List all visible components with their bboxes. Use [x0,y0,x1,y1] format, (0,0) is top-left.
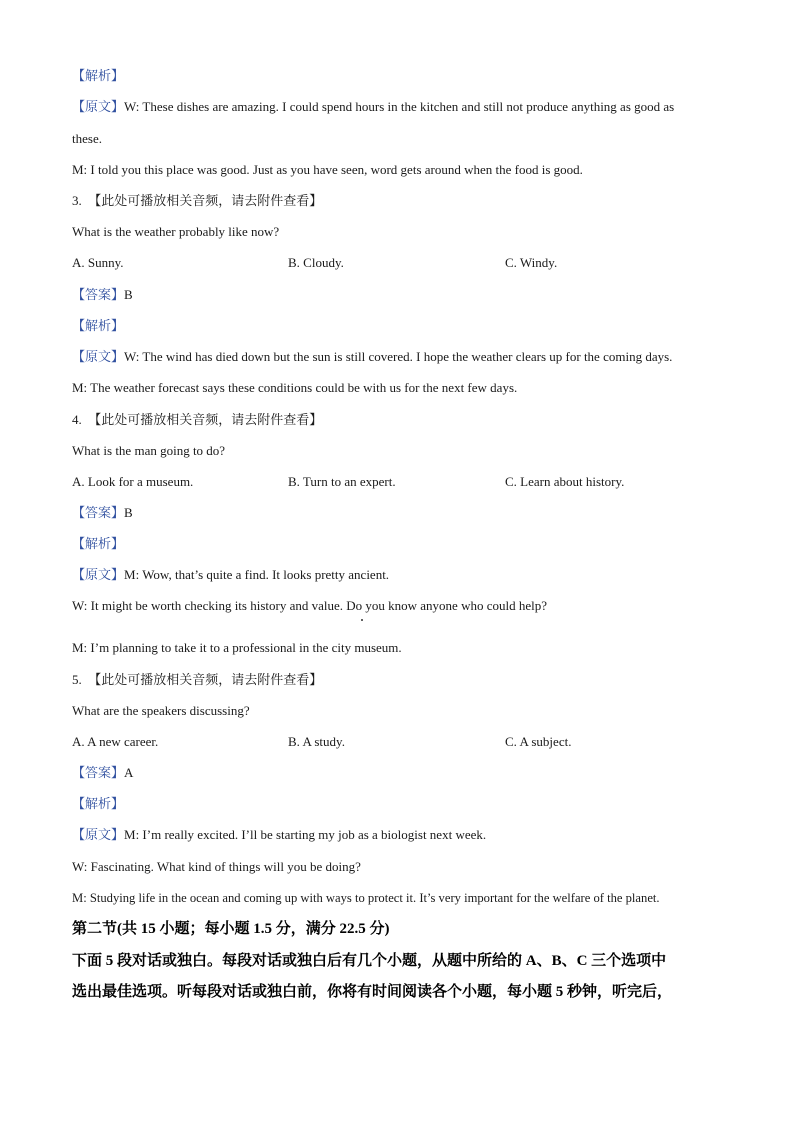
original-text-line: W: It might be worth checking its history and value. Do you know anyone who could help? [72,598,548,613]
original-label: 【原文】 [72,567,125,582]
question-text: What are the speakers discussing? [72,703,250,718]
analysis-label: 【解析】 [72,318,125,333]
answer-value: B [124,287,133,302]
option-c: C. A subject. [505,734,572,749]
original-text-line: 【原文】M: I’m really excited. I’ll be starting my job as a biologist next week. [72,827,487,842]
answer-value: A [124,765,134,780]
original-text-line: 【原文】W: The wind has died down but the sun is still covered. I hope the weather clears up for the coming days. [72,349,673,364]
option-b: B. Turn to an expert. [288,474,396,489]
question-text: What is the man going to do? [72,443,226,458]
analysis-label: 【解析】 [72,68,125,83]
question-header: 3. 【此处可播放相关音频，请去附件查看】 [72,193,323,208]
original-text-line: M: Studying life in the ocean and coming up with ways to protect it. It’s very important for the welfare of the planet. [72,891,660,905]
original-text-line: 【原文】W: These dishes are amazing. I could spend hours in the kitchen and still not produce anything as good as [72,99,675,114]
option-b: B. A study. [288,734,345,749]
option-c: C. Windy. [505,255,558,270]
question-header: 4. 【此处可播放相关音频，请去附件查看】 [72,412,323,427]
original-text-line: M: I’m planning to take it to a professional in the city museum. [72,640,402,655]
analysis-label: 【解析】 [72,796,125,811]
analysis-label: 【解析】 [72,536,125,551]
option-a: A. A new career. [72,734,159,749]
original-text-line: M: I told you this place was good. Just as you have seen, word gets around when the food is good. [72,162,583,177]
question-header: 5. 【此处可播放相关音频，请去附件查看】 [72,672,323,687]
audio-note[interactable]: 【此处可播放相关音频，请去附件查看】 [88,412,323,427]
question-text: What is the weather probably like now? [72,224,280,239]
original-text-line: M: The weather forecast says these conditions could be with us for the next few days. [72,380,518,395]
audio-note[interactable]: 【此处可播放相关音频，请去附件查看】 [88,193,323,208]
answer-line [72,286,732,304]
original-label: 【原文】 [72,827,125,842]
audio-note[interactable]: 【此处可播放相关音频，请去附件查看】 [88,672,323,687]
option-a: A. Look for a museum. [72,474,194,489]
option-a: A. Sunny. [72,255,124,270]
answer-label: 【答案】 [72,765,125,780]
section-instruction: 选出最佳选项。听每段对话或独白前，你将有时间阅读各个小题，每小题 5 秒钟，听完后， [72,984,673,1000]
section-heading: 第二节(共 15 小题；每小题 1.5 分，满分 22.5 分) [72,921,390,937]
stray-mark [361,619,363,621]
original-text-line: W: Fascinating. What kind of things will you be doing? [72,859,361,874]
answer-line [72,504,732,522]
original-text-line: 【原文】M: Wow, that’s quite a find. It looks pretty ancient. [72,567,390,582]
answer-line [72,764,732,782]
option-c: C. Learn about history. [505,474,625,489]
original-text-line: these. [72,131,102,146]
answer-label: 【答案】 [72,505,125,520]
option-b: B. Cloudy. [288,255,344,270]
section-instruction: 下面 5 段对话或独白。每段对话或独白后有几个小题，从题中所给的 A、B、C 三个选项中 [72,953,667,969]
answer-label: 【答案】 [72,287,125,302]
original-label: 【原文】 [72,99,125,114]
answer-value: B [124,505,133,520]
original-label: 【原文】 [72,349,125,364]
